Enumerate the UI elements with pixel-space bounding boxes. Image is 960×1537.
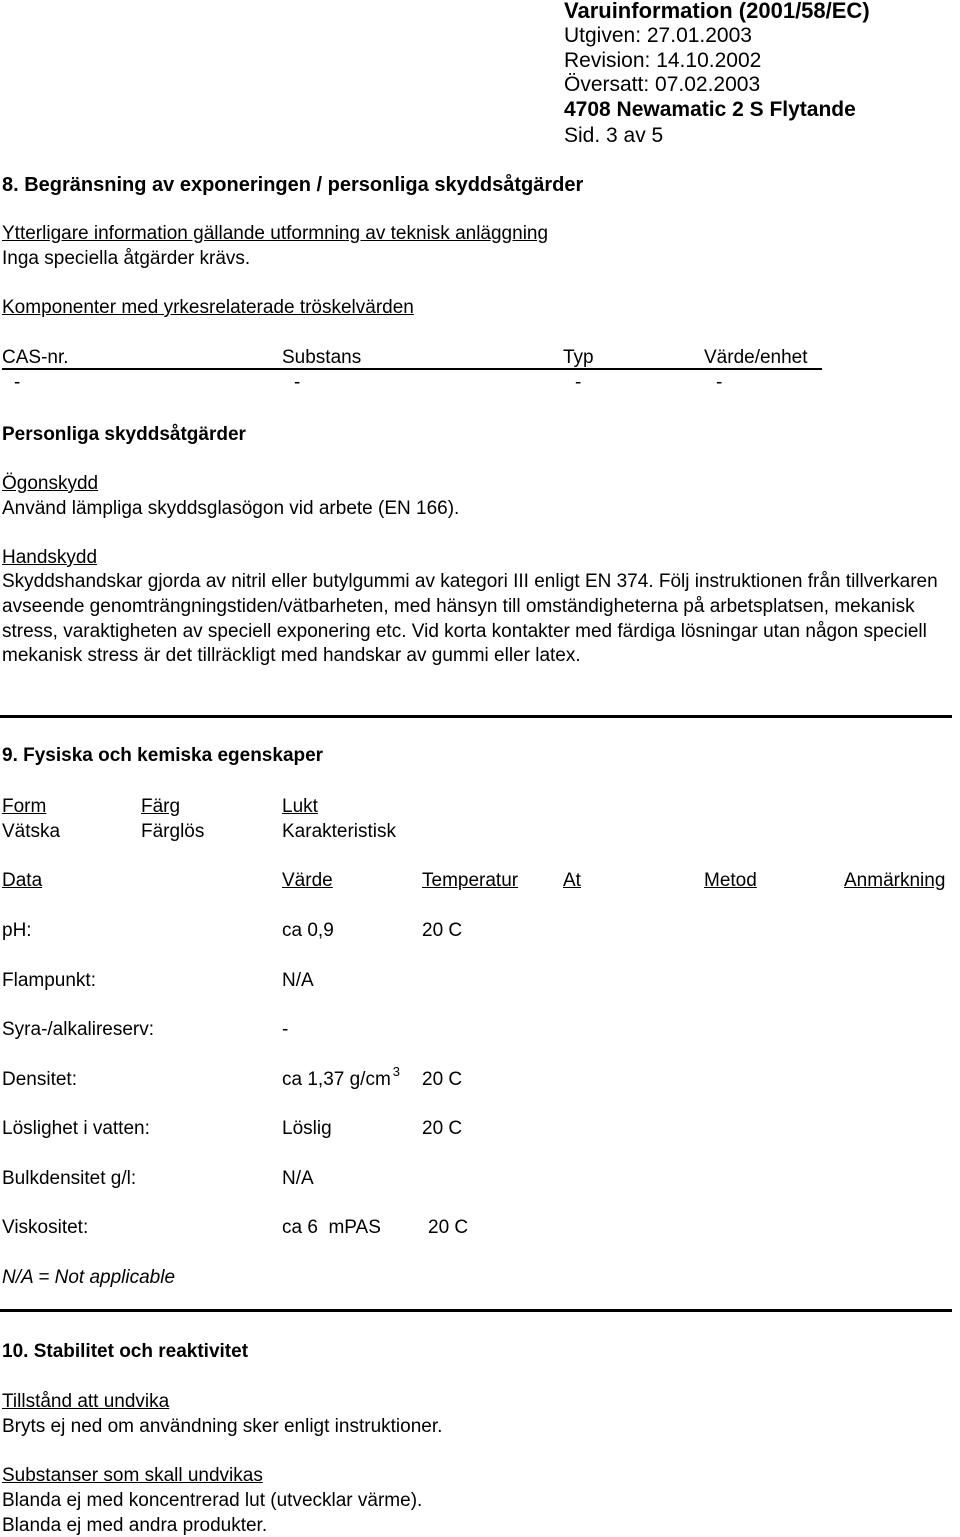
product-name: 4708 Newamatic 2 S Flytande [564,98,856,121]
property-label: Bulkdensitet g/l: [2,1168,137,1189]
value-color: Färglös [141,821,205,842]
cell-type: - [575,372,582,393]
hand-protection-heading: Handskydd [2,547,98,568]
substances-to-avoid-line: Blanda ej med koncentrerad lut (utvecklar värme). [2,1490,423,1511]
property-value: N/A [282,1168,314,1189]
col-header-odor: Lukt [282,796,318,817]
property-temperature: 20 C [428,1217,469,1238]
value-form: Vätska [2,821,61,842]
property-value: ca 6 mPAS [282,1217,381,1238]
col-header-substance: Substans [282,347,362,368]
cell-substance: - [294,372,301,393]
col-header-temperature: Temperatur [422,870,519,891]
property-value: Löslig [282,1118,332,1139]
tech-info-text: Inga speciella åtgärder krävs. [2,248,251,269]
translated-date: Översatt: 07.02.2003 [564,73,761,96]
property-label: Syra-/alkalireserv: [2,1019,155,1040]
property-value: - [282,1019,289,1040]
col-header-method: Metod [704,870,757,891]
page-number: Sid. 3 av 5 [564,124,664,147]
components-heading: Komponenter med yrkesrelaterade tröskelvärden [2,297,414,318]
col-header-remark: Anmärkning [844,870,946,891]
property-label: pH: [2,920,32,941]
col-header-cas: CAS-nr. [2,347,69,368]
section-divider [0,715,952,718]
substances-to-avoid-line: Blanda ej med andra produkter. [2,1515,268,1536]
issued-date: Utgiven: 27.01.2003 [564,24,752,47]
substances-to-avoid-heading: Substanser som skall undvikas [2,1465,263,1486]
col-header-value: Värde [282,870,333,891]
eye-protection-text: Använd lämpliga skyddsglasögon vid arbete (EN 166). [2,498,460,519]
property-label: Flampunkt: [2,970,96,991]
property-label: Löslighet i vatten: [2,1118,150,1139]
col-header-form: Form [2,796,47,817]
cell-cas: - [14,372,21,393]
table-header-underline [2,368,822,370]
ppe-heading: Personliga skyddsåtgärder [2,424,246,445]
tech-info-heading: Ytterligare information gällande utformning av teknisk anläggning [2,223,549,244]
eye-protection-heading: Ögonskydd [2,473,99,494]
col-header-type: Typ [563,347,594,368]
density-value-text: ca 1,37 g/cm [282,1069,391,1090]
section-9-heading: 9. Fysiska och kemiska egenskaper [2,745,324,766]
revision-date: Revision: 14.10.2002 [564,49,762,72]
property-label: Densitet: [2,1069,77,1090]
property-value: ca 0,9 [282,920,334,941]
conditions-to-avoid-heading: Tillstånd att undvika [2,1391,170,1412]
property-temperature: 20 C [422,920,463,941]
property-label: Viskositet: [2,1217,89,1238]
col-header-data: Data [2,870,43,891]
col-header-color: Färg [141,796,181,817]
col-header-value-unit: Värde/enhet [704,347,808,368]
section-8-heading: 8. Begränsning av exponeringen / personliga skyddsåtgärder [2,174,584,196]
na-footnote: N/A = Not applicable [2,1267,176,1288]
value-odor: Karakteristisk [282,821,397,842]
property-temperature: 20 C [422,1069,463,1090]
density-unit-superscript: 3 [392,1064,401,1079]
hand-protection-text: Skyddshandskar gjorda av nitril eller butylgummi av kategori III enligt EN 374. Följ instruktionen från tillverkaren avseende genomträngningstiden/vätbarheten, med hänsyn till omständigheterna på arbetsplatsen, mekanisk stress, varaktigheten av speciell exponering etc. Vid korta kontakter med färdiga lösningar utan någon speciell mekanisk stress är det tillräckligt med handskar av gummi eller latex. [2,571,938,667]
document-title: Varuinformation (2001/58/EC) [564,0,870,23]
col-header-at: At [563,870,581,891]
section-divider [0,1309,952,1312]
property-value [282,1064,401,1090]
cell-value-unit: - [716,372,723,393]
conditions-to-avoid-text: Bryts ej ned om användning sker enligt instruktioner. [2,1416,443,1437]
section-10-heading: 10. Stabilitet och reaktivitet [2,1341,249,1362]
property-temperature: 20 C [422,1118,463,1139]
property-value: N/A [282,970,314,991]
